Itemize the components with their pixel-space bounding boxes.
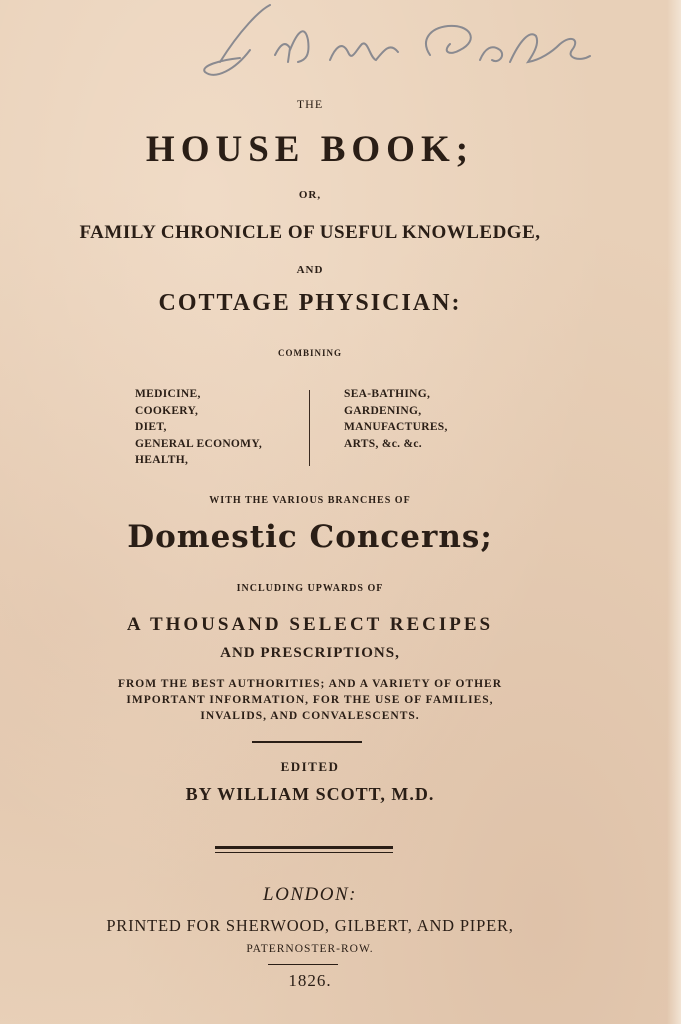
year-rule (268, 964, 338, 965)
topic-item: MANUFACTURES, (344, 421, 448, 433)
book-subtitle: FAMILY CHRONICLE OF USEFUL KNOWLEDGE, (79, 222, 541, 243)
title-article: THE (296, 97, 324, 111)
column-divider (309, 390, 310, 466)
editor-name: BY WILLIAM SCOTT, M.D. (185, 784, 435, 804)
topic-item: ARTS, &c. &c. (344, 437, 422, 450)
second-title: COTTAGE PHYSICIAN: (158, 290, 462, 316)
double-rule-thin (215, 852, 393, 853)
edited-label: EDITED (280, 759, 340, 774)
branches-label: WITH THE VARIOUS BRANCHES OF (209, 495, 411, 506)
title-or: OR, (298, 189, 322, 201)
book-title: HOUSE BOOK; (145, 129, 475, 170)
divider-rule (252, 741, 362, 743)
topic-item: GENERAL ECONOMY, (135, 437, 263, 450)
combining-label: COMBINING (277, 348, 342, 358)
printer-line: PRINTED FOR SHERWOOD, GILBERT, AND PIPER, (106, 916, 514, 935)
recipes-heading: A THOUSAND SELECT RECIPES (126, 614, 494, 635)
page-edge (667, 0, 681, 1024)
domestic-concerns-heading: Domestic Concerns; (127, 519, 493, 555)
topic-item: MEDICINE, (135, 388, 201, 400)
topic-item: DIET, (135, 421, 167, 433)
topics-right-column (344, 386, 448, 452)
printer-address: PATERNOSTER-ROW. (246, 943, 374, 955)
topic-item: HEALTH, (135, 454, 189, 466)
prescriptions-heading: AND PRESCRIPTIONS, (220, 645, 400, 661)
topic-item: SEA-BATHING, (344, 388, 431, 400)
handwritten-signature (180, 0, 640, 100)
description-line: FROM THE BEST AUTHORITIES; AND A VARIETY OF OTHER (117, 678, 503, 690)
including-label: INCLUDING UPWARDS OF (236, 583, 384, 594)
double-rule-thick (215, 846, 393, 849)
title-and: AND (296, 264, 324, 276)
description-line: IMPORTANT INFORMATION, FOR THE USE OF FAMILIES, (126, 694, 494, 706)
description-line: INVALIDS, AND CONVALESCENTS. (200, 710, 420, 722)
topic-item: GARDENING, (344, 404, 422, 417)
topic-item: COOKERY, (135, 404, 199, 417)
topics-left-column (135, 386, 262, 469)
publication-year: 1826. (288, 971, 332, 990)
publication-place: LONDON: (263, 884, 357, 905)
